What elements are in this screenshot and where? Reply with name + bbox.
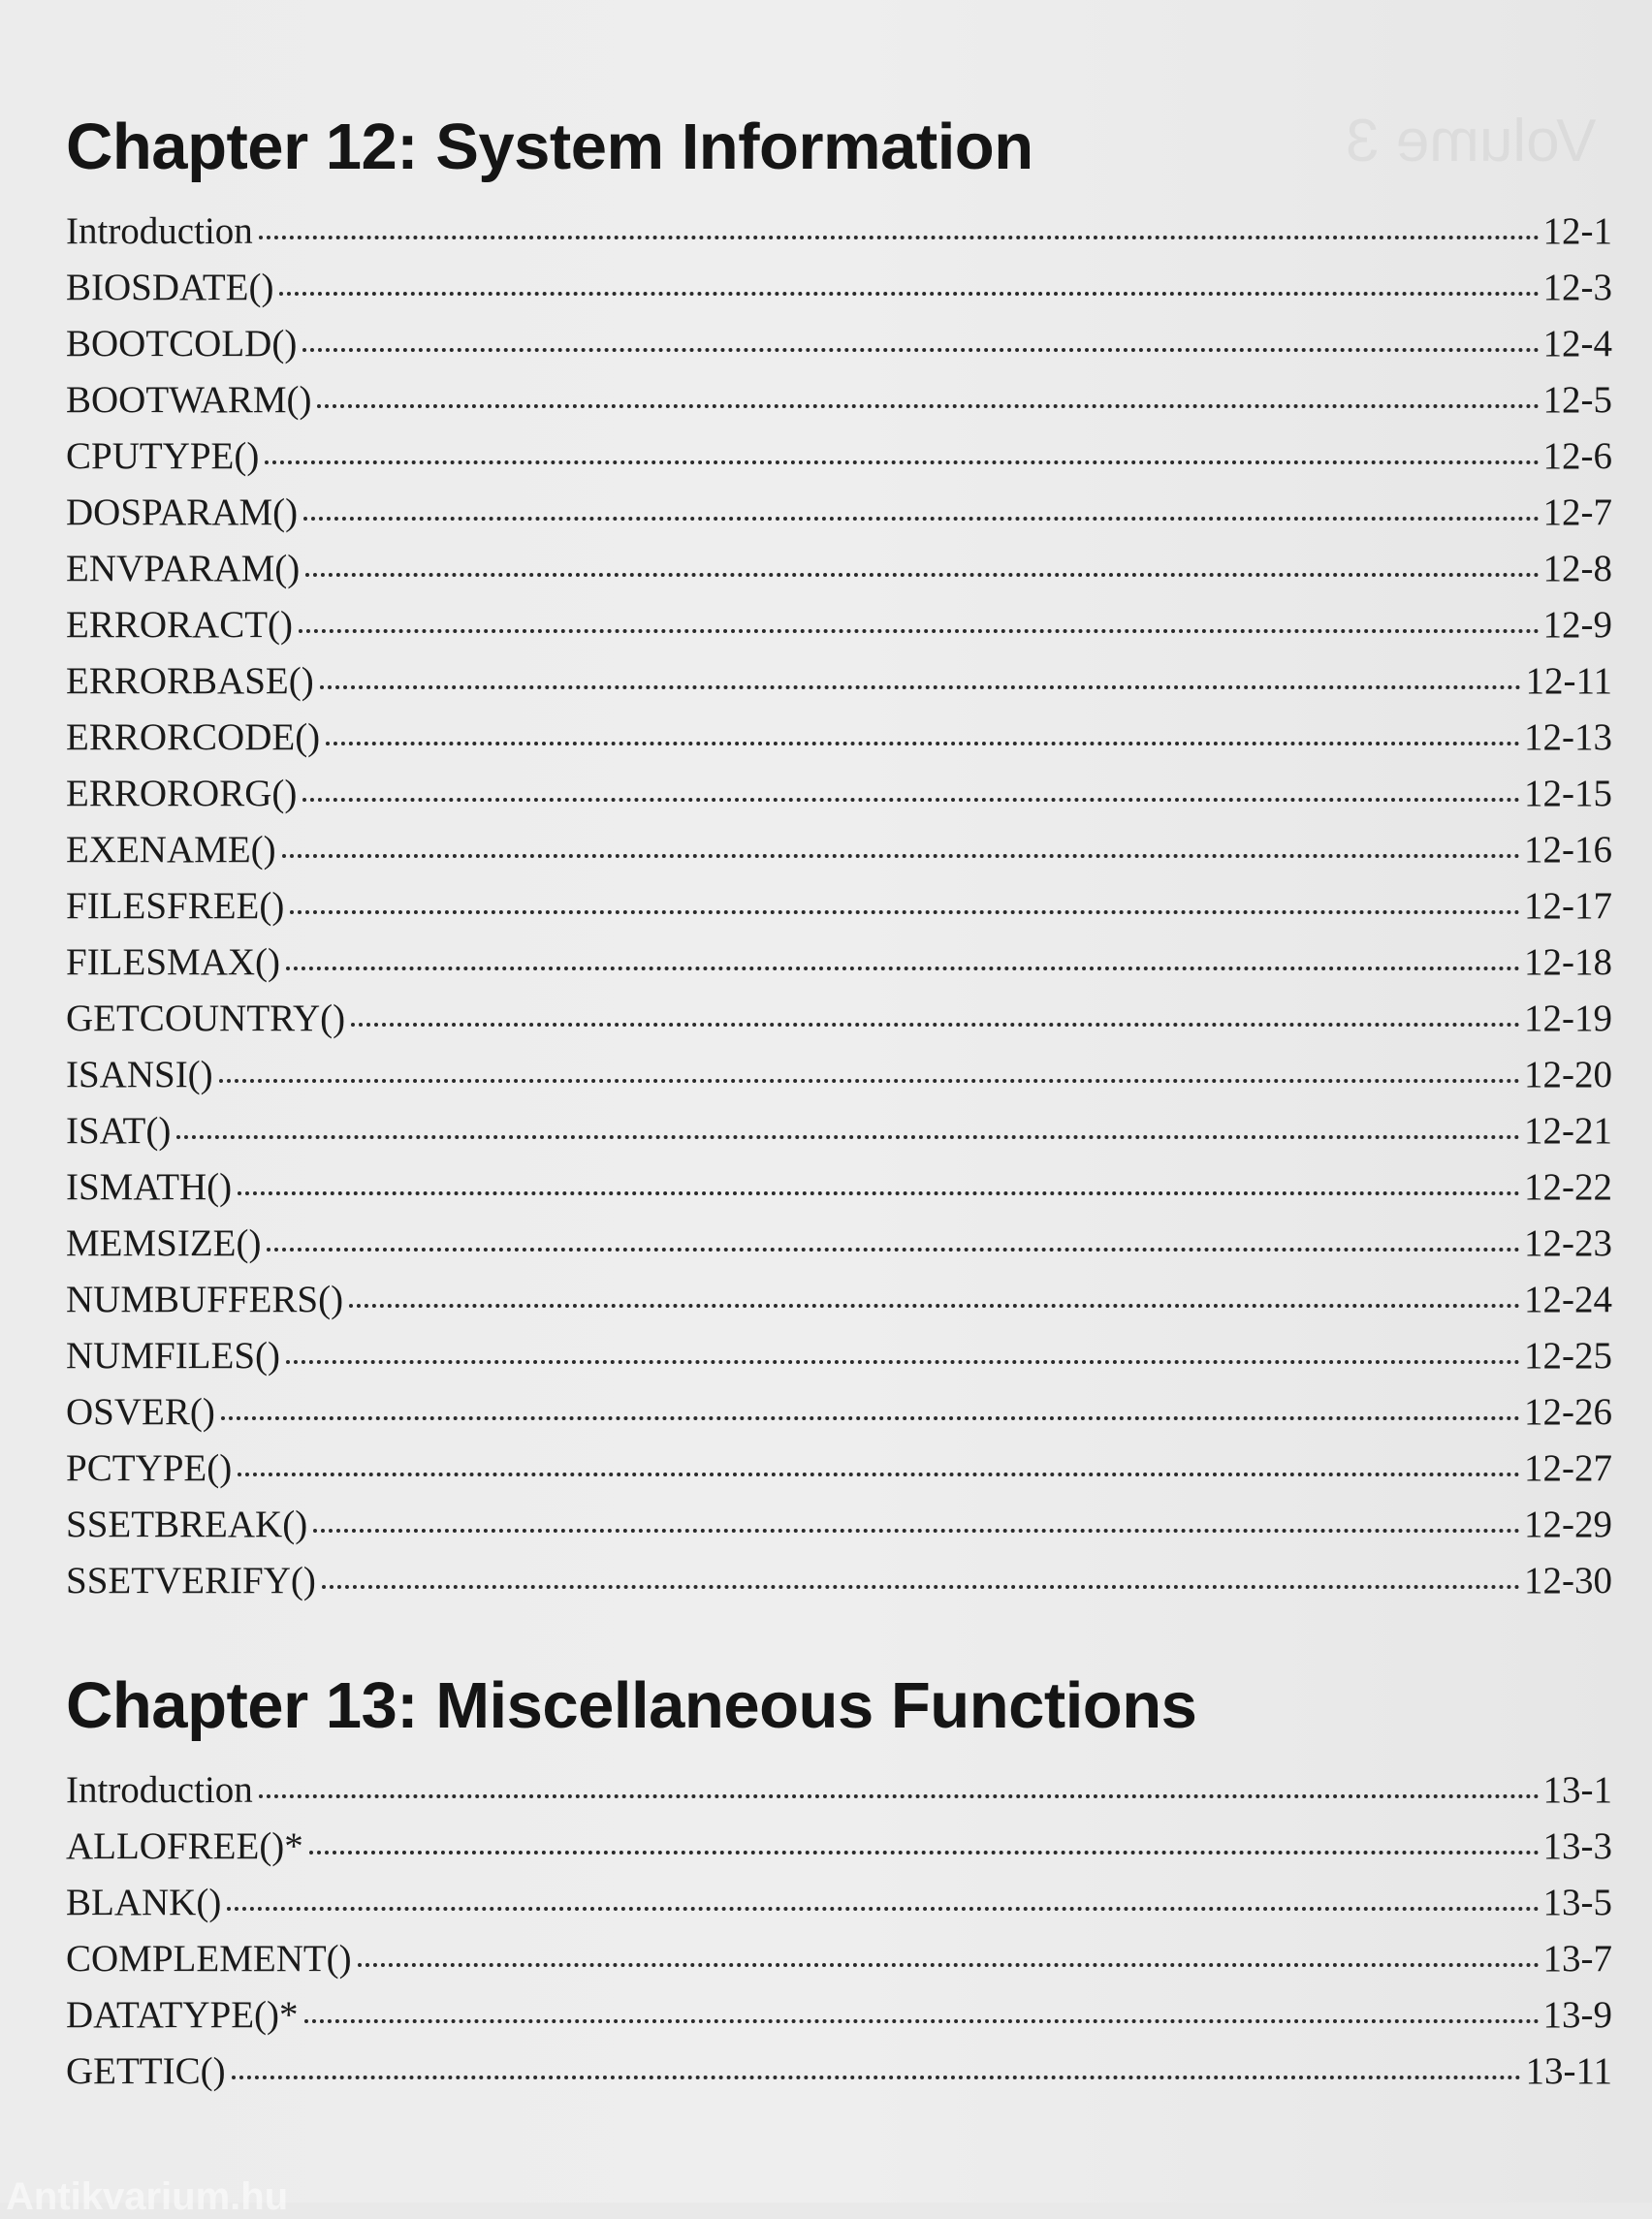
toc-entry-page-number: 12-19: [1524, 998, 1612, 1039]
toc-dot-leader: [322, 1585, 1520, 1589]
toc-entry-name: BLANK(): [66, 1882, 222, 1923]
toc-entry-name: FILESMAX(): [66, 941, 280, 983]
toc-entry-name: ISMATH(): [66, 1166, 233, 1208]
toc-entry-name: ISAT(): [66, 1110, 172, 1152]
toc-entry-page-number: 13-11: [1525, 2050, 1612, 2092]
toc-entry: [66, 1216, 1612, 1272]
toc-entry-page-number: 12-3: [1542, 267, 1612, 308]
toc-dot-leader: [290, 910, 1520, 914]
toc-entry-name: COMPLEMENT(): [66, 1938, 352, 1980]
chapter-13-section: [66, 1667, 1612, 2100]
toc-dot-leader: [303, 517, 1539, 521]
toc-entry: [66, 1497, 1612, 1553]
chapter-13-toc-list: [66, 1762, 1612, 2100]
toc-dot-leader: [267, 1248, 1520, 1252]
toc-entry-name: ERRORBASE(): [66, 660, 314, 702]
toc-entry-page-number: 12-6: [1542, 435, 1612, 477]
toc-entry-name: ERRORACT(): [66, 604, 293, 646]
toc-entry-name: BOOTWARM(): [66, 379, 312, 421]
chapter-12-section: [66, 109, 1612, 1609]
toc-dot-leader: [282, 854, 1520, 858]
toc-entry: [66, 653, 1612, 710]
toc-dot-leader: [326, 742, 1520, 745]
toc-dot-leader: [351, 1023, 1520, 1027]
chapter-12-title: Chapter 12: System Information: [66, 111, 1033, 183]
toc-dot-leader: [317, 404, 1539, 408]
toc-entry-name: EXENAME(): [66, 829, 276, 871]
toc-entry-name: MEMSIZE(): [66, 1222, 262, 1264]
toc-entry-page-number: 12-17: [1524, 885, 1612, 927]
toc-entry-page-number: 12-23: [1524, 1222, 1612, 1264]
toc-entry-page-number: 12-25: [1524, 1335, 1612, 1377]
toc-entry-page-number: 13-7: [1542, 1938, 1612, 1980]
toc-dot-leader: [221, 1416, 1520, 1420]
toc-entry: [66, 1875, 1612, 1931]
chapter-12-toc-list: [66, 204, 1612, 1609]
toc-entry-page-number: 12-27: [1524, 1447, 1612, 1489]
toc-entry: [66, 1384, 1612, 1441]
toc-dot-leader: [286, 967, 1520, 970]
toc-entry: [66, 710, 1612, 766]
toc-entry: [66, 428, 1612, 485]
toc-entry-page-number: 12-13: [1524, 716, 1612, 758]
toc-entry-name: ERRORORG(): [66, 773, 298, 814]
toc-dot-leader: [279, 292, 1539, 296]
toc-entry: [66, 1441, 1612, 1497]
toc-dot-leader: [320, 685, 1522, 689]
toc-dot-leader: [305, 573, 1539, 577]
toc-entry-page-number: 12-11: [1525, 660, 1612, 702]
toc-entry-page-number: 13-9: [1542, 1994, 1612, 2036]
toc-entry: [66, 1272, 1612, 1328]
toc-entry-name: OSVER(): [66, 1391, 215, 1433]
toc-entry-name: SSETBREAK(): [66, 1504, 308, 1545]
toc-dot-leader: [309, 1851, 1540, 1854]
toc-entry-name: SSETVERIFY(): [66, 1560, 316, 1601]
toc-entry: [66, 1047, 1612, 1103]
toc-entry: [66, 1328, 1612, 1384]
toc-dot-leader: [286, 1360, 1520, 1364]
toc-dot-leader: [265, 460, 1539, 464]
toc-dot-leader: [313, 1529, 1520, 1533]
toc-entry-page-number: 12-8: [1542, 548, 1612, 589]
toc-entry: [66, 372, 1612, 428]
toc-entry-page-number: 13-1: [1542, 1769, 1612, 1811]
toc-entry-name: FILESFREE(): [66, 885, 285, 927]
show-through-heading: Volume 3: [1346, 108, 1597, 174]
toc-entry-page-number: 12-18: [1524, 941, 1612, 983]
toc-dot-leader: [238, 1191, 1520, 1195]
toc-entry-page-number: 12-7: [1542, 491, 1612, 533]
toc-entry-page-number: 12-5: [1542, 379, 1612, 421]
toc-entry: [66, 935, 1612, 991]
toc-entry-name: ALLOFREE()*: [66, 1825, 303, 1867]
toc-dot-leader: [238, 1473, 1520, 1476]
toc-dot-leader: [358, 1963, 1540, 1967]
toc-entry-name: GETCOUNTRY(): [66, 998, 346, 1039]
toc-entry: [66, 766, 1612, 822]
toc-entry: [66, 1553, 1612, 1609]
toc-entry: [66, 1762, 1612, 1819]
toc-entry-name: CPUTYPE(): [66, 435, 260, 477]
toc-entry: [66, 1103, 1612, 1159]
toc-entry-page-number: 12-20: [1524, 1054, 1612, 1095]
toc-entry-page-number: 12-24: [1524, 1279, 1612, 1320]
toc-dot-leader: [299, 629, 1540, 633]
toc-entry-name: BIOSDATE(): [66, 267, 274, 308]
toc-entry: [66, 260, 1612, 316]
toc-entry-page-number: 13-5: [1542, 1882, 1612, 1923]
toc-dot-leader: [176, 1135, 1520, 1139]
chapter-13-title: Chapter 13: Miscellaneous Functions: [66, 1669, 1197, 1742]
toc-dot-leader: [259, 236, 1540, 239]
toc-dot-leader: [302, 798, 1520, 802]
toc-entry-name: ISANSI(): [66, 1054, 213, 1095]
toc-entry-page-number: 12-26: [1524, 1391, 1612, 1433]
toc-entry: [66, 1987, 1612, 2044]
toc-entry: [66, 485, 1612, 541]
toc-entry: [66, 316, 1612, 372]
toc-entry: [66, 541, 1612, 597]
toc-entry-page-number: 12-4: [1542, 323, 1612, 365]
toc-dot-leader: [227, 1907, 1539, 1911]
toc-entry-name: Introduction: [66, 210, 253, 252]
toc-entry-name: NUMBUFFERS(): [66, 1279, 344, 1320]
toc-dot-leader: [302, 348, 1539, 352]
toc-dot-leader: [304, 2019, 1540, 2023]
toc-entry-page-number: 12-9: [1542, 604, 1612, 646]
toc-entry-page-number: 12-1: [1542, 210, 1612, 252]
toc-entry-name: PCTYPE(): [66, 1447, 233, 1489]
toc-entry-name: ENVPARAM(): [66, 548, 301, 589]
toc-entry-page-number: 12-29: [1524, 1504, 1612, 1545]
toc-entry-name: BOOTCOLD(): [66, 323, 298, 365]
toc-dot-leader: [232, 2076, 1522, 2079]
toc-entry-name: ERRORCODE(): [66, 716, 321, 758]
toc-entry: [66, 597, 1612, 653]
toc-entry-name: Introduction: [66, 1769, 253, 1811]
toc-entry: [66, 2044, 1612, 2100]
toc-entry-name: DOSPARAM(): [66, 491, 299, 533]
toc-entry-page-number: 13-3: [1542, 1825, 1612, 1867]
toc-entry: [66, 1159, 1612, 1216]
toc-entry-page-number: 12-15: [1524, 773, 1612, 814]
toc-entry: [66, 1931, 1612, 1987]
toc-entry-page-number: 12-22: [1524, 1166, 1612, 1208]
toc-dot-leader: [219, 1079, 1520, 1083]
toc-entry: [66, 822, 1612, 878]
toc-entry: [66, 878, 1612, 935]
toc-entry-name: DATATYPE()*: [66, 1994, 299, 2036]
toc-entry: [66, 204, 1612, 260]
toc-entry: [66, 991, 1612, 1047]
toc-entry: [66, 1819, 1612, 1875]
watermark-text: Antikvarium.hu: [6, 2175, 289, 2218]
toc-dot-leader: [259, 1794, 1540, 1798]
toc-entry-page-number: 12-30: [1524, 1560, 1612, 1601]
toc-entry-page-number: 12-21: [1524, 1110, 1612, 1152]
toc-dot-leader: [349, 1304, 1520, 1308]
toc-entry-page-number: 12-16: [1524, 829, 1612, 871]
toc-entry-name: NUMFILES(): [66, 1335, 280, 1377]
toc-entry-name: GETTIC(): [66, 2050, 226, 2092]
